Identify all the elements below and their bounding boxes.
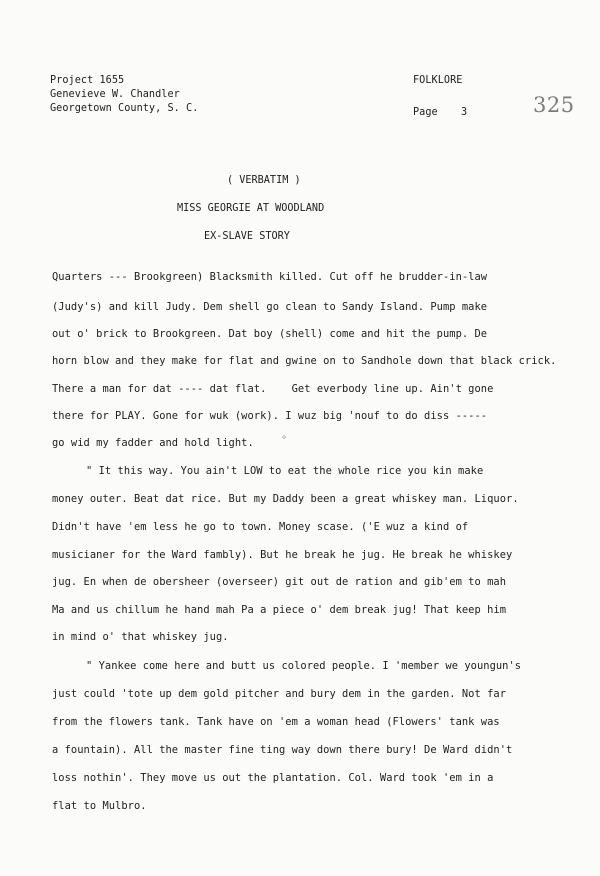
body-line: musicianer for the Ward fambly). But he break he jug. He break he whiskey	[52, 549, 513, 561]
verbatim-heading: ( VERBATIM )	[227, 175, 301, 186]
body-line: just could 'tote up dem gold pitcher and bury dem in the garden. Not far	[52, 688, 507, 700]
page-number: 3	[461, 107, 468, 118]
body-line: money outer. Beat dat rice. But my Daddy been a great whiskey man. Liquor.	[52, 493, 519, 505]
project-number: Project 1655	[50, 75, 125, 86]
body-line: flat to Mulbro.	[52, 800, 147, 812]
body-line: horn blow and they make for flat and gwine on to Sandhole down that black crick.	[52, 355, 557, 367]
body-line: Quarters --- Brookgreen) Blacksmith killed. Cut off he brudder-in-law	[52, 271, 488, 283]
body-line: jug. En when de obersheer (overseer) git out de ration and gib'em to mah	[52, 576, 507, 588]
body-line: go wid my fadder and hold light.	[52, 437, 254, 449]
body-line: loss nothin'. They move us out the plantation. Col. Ward took 'em in a	[52, 772, 494, 784]
body-line: " Yankee come here and butt us colored people. I 'member we youngun's	[86, 660, 522, 672]
body-line: a fountain). All the master fine ting way down there bury! De Ward didn't	[52, 744, 513, 756]
body-line: (Judy's) and kill Judy. Dem shell go clean to Sandy Island. Pump make	[52, 301, 488, 313]
stamped-page-number: 325	[533, 93, 575, 117]
story-title: MISS GEORGIE AT WOODLAND	[177, 203, 325, 214]
body-line: There a man for dat ---- dat flat. Get everbody line up. Ain't gone	[52, 383, 494, 395]
body-line: in mind o' that whiskey jug.	[52, 631, 229, 643]
body-line: Didn't have 'em less he go to town. Money scase. ('E wuz a kind of	[52, 521, 469, 533]
category-label: FOLKLORE	[413, 75, 463, 86]
body-line: Ma and us chillum he hand mah Pa a piece o' dem break jug! That keep him	[52, 604, 507, 616]
story-type: EX-SLAVE STORY	[204, 231, 290, 242]
author-name: Genevieve W. Chandler	[50, 89, 180, 100]
page-label: Page	[413, 107, 438, 118]
county-location: Georgetown County, S. C.	[50, 103, 199, 114]
body-line: out o' brick to Brookgreen. Dat boy (shell) come and hit the pump. De	[52, 328, 488, 340]
body-line: from the flowers tank. Tank have on 'em a woman head (Flowers' tank was	[52, 716, 500, 728]
ink-speck-icon: ✣	[282, 433, 287, 441]
body-line: there for PLAY. Gone for wuk (work). I wuz big 'nouf to do diss -----	[52, 410, 488, 422]
body-line: " It this way. You ain't LOW to eat the whole rice you kin make	[86, 465, 484, 477]
